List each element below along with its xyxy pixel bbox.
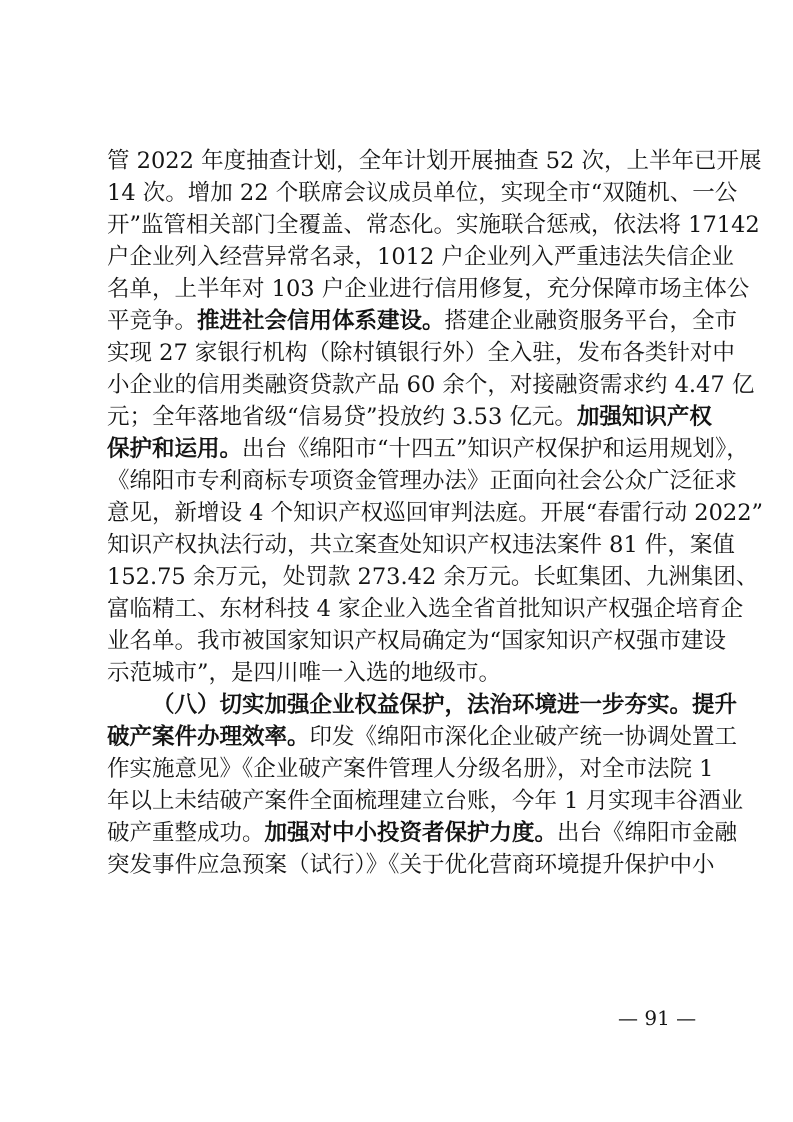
text-run: 元；全年落地省级“信易贷”投放约 3.53 亿元。 [107, 404, 577, 430]
text-run: 知识产权执法行动，共立案查处知识产权违法案件 81 件，案值 [107, 532, 735, 558]
text-run: 开”监管相关部门全覆盖、常态化。实施联合惩戒，依法将 17142 [107, 212, 760, 238]
text-line [107, 593, 744, 625]
text-run: 户企业列入经营异常名录，1012 户企业列入严重违法失信企业 [107, 244, 734, 270]
text-run: 名单，上半年对 103 户企业进行信用修复，充分保障市场主体公 [107, 276, 750, 302]
text-run: 实现 27 家银行机构（除村镇银行外）全入驻，发布各类针对中 [107, 340, 735, 366]
text-line [107, 177, 738, 209]
text-line [107, 369, 755, 401]
text-line [107, 753, 714, 785]
text-line [107, 209, 760, 241]
text-line [107, 785, 744, 817]
text-line [107, 657, 687, 689]
text-line [107, 273, 750, 305]
text-run: 152.75 余万元，处罚款 273.42 余万元。长虹集团、九洲集团、 [107, 564, 759, 590]
bold-phrase: （八）切实加强企业权益保护，法治环境进一步夯实。提升 [152, 692, 738, 718]
text-line [107, 337, 735, 369]
text-run: 14 次。增加 22 个联席会议成员单位，实现全市“双随机、一公 [107, 180, 738, 206]
text-run: 出台《绵阳市“十四五”知识产权保护和运用规划》， [242, 436, 749, 462]
text-run: 平竞争。 [107, 308, 198, 334]
text-run: 意见，新增设 4 个知识产权巡回审判法庭。开展“春雷行动 2022” [107, 500, 764, 526]
text-line [107, 401, 712, 433]
bold-phrase: 破产案件办理效率。 [107, 724, 310, 750]
text-run: 作实施意见》《企业破产案件管理人分级名册》，对全市法院 1 [107, 756, 714, 782]
text-line [152, 689, 738, 721]
text-line [107, 817, 738, 849]
text-run: 富临精工、东材科技 4 家企业入选全省首批知识产权强企培育企 [107, 596, 744, 622]
text-run: 《绵阳市专利商标专项资金管理办法》正面向社会公众广泛征求 [107, 468, 738, 494]
text-run: 出台《绵阳市金融 [557, 820, 738, 846]
text-run: 年以上未结破产案件全面梳理建立台账，今年 1 月实现丰谷酒业 [107, 788, 744, 814]
text-run: 管 2022 年度抽查计划，全年计划开展抽查 52 次，上半年已开展 [107, 148, 762, 174]
bold-phrase: 加强对中小投资者保护力度。 [264, 820, 558, 846]
text-line [107, 561, 759, 593]
text-run: 业名单。我市被国家知识产权局确定为“国家知识产权强市建设 [107, 628, 727, 654]
text-line [107, 433, 749, 465]
text-line [107, 849, 715, 881]
bold-phrase: 推进社会信用体系建设。 [197, 308, 445, 334]
text-run: 搭建企业融资服务平台，全市 [444, 308, 738, 334]
text-line [107, 465, 738, 497]
text-line [107, 721, 738, 753]
page-number: — 91 — [618, 1006, 697, 1030]
text-run: 突发事件应急预案（试行）》《关于优化营商环境提升保护中小 [107, 852, 715, 878]
bold-phrase: 加强知识产权 [576, 404, 712, 430]
bold-phrase: 保护和运用。 [107, 436, 243, 462]
text-line [107, 305, 738, 337]
text-line [107, 625, 727, 657]
text-run: 破产重整成功。 [107, 820, 265, 846]
text-line [107, 529, 735, 561]
text-run: 小企业的信用类融资贷款产品 60 余个，对接融资需求约 4.47 亿 [107, 372, 755, 398]
text-line [107, 145, 762, 177]
text-line [107, 241, 734, 273]
text-run: 示范城市”，是四川唯一入选的地级市。 [107, 660, 502, 686]
text-line [107, 497, 764, 529]
text-run: 印发《绵阳市深化企业破产统一协调处置工 [309, 724, 738, 750]
